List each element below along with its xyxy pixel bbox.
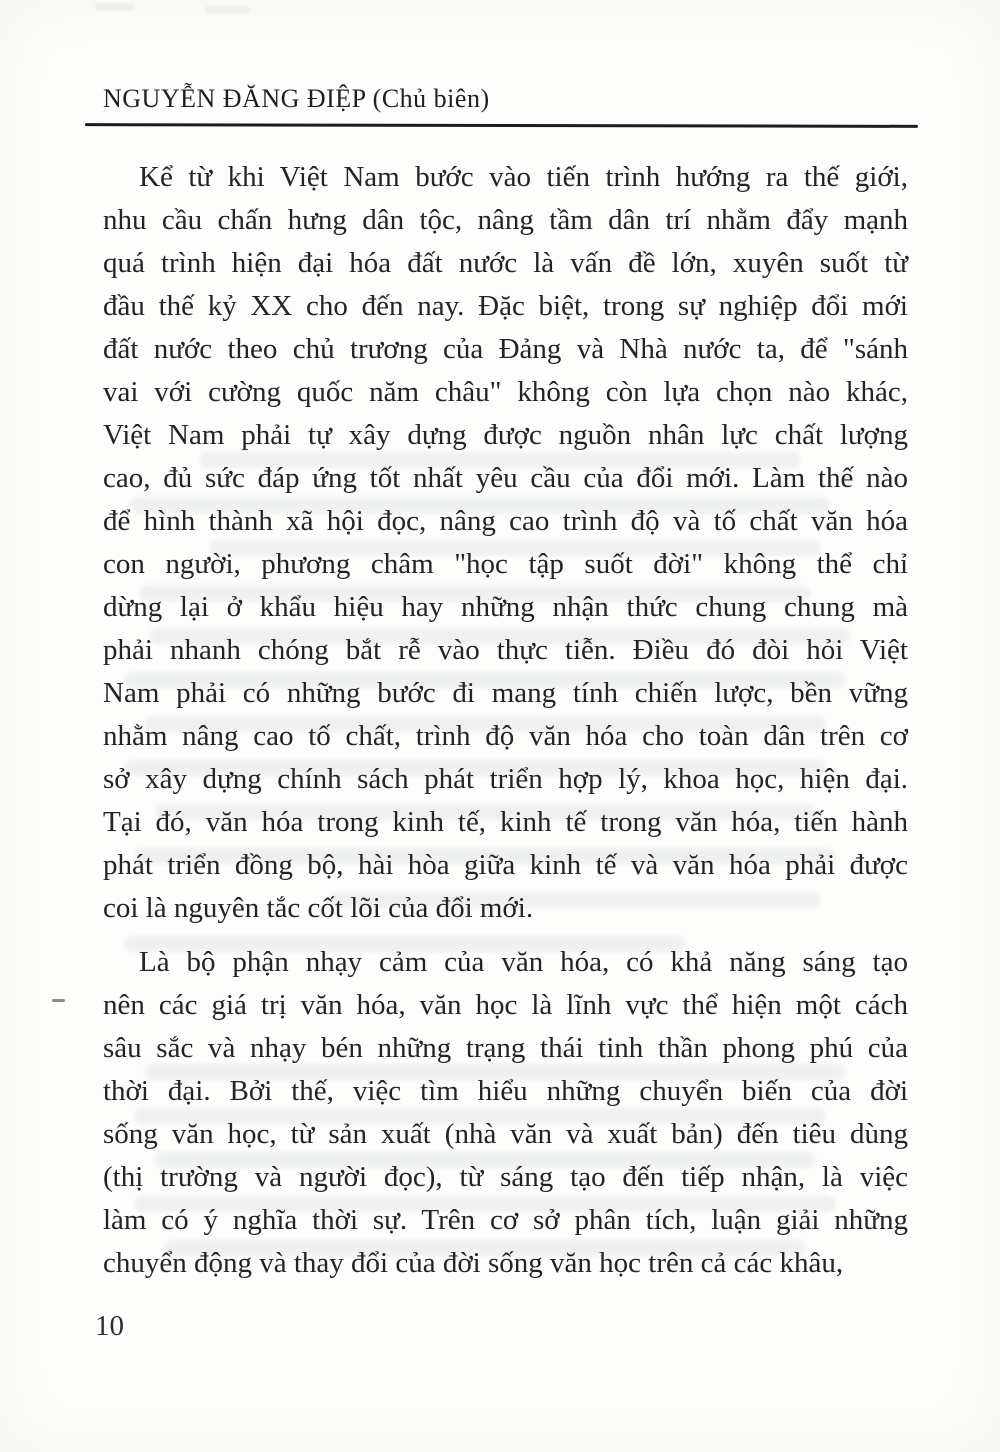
paragraph — [103, 941, 908, 1285]
text-line: dừng lại ở khẩu hiệu hay những nhận thức chung chung mà — [103, 591, 908, 623]
text-line: (thị trường và người đọc), từ sáng tạo đến tiếp nhận, là việc — [103, 1161, 908, 1193]
text-line: sâu sắc và nhạy bén những trạng thái tinh thần phong phú của — [103, 1032, 908, 1064]
text-line: Việt Nam phải tự xây dựng được nguồn nhân lực chất lượng — [103, 419, 908, 451]
text-line: cao, đủ sức đáp ứng tốt nhất yêu cầu của đổi mới. Làm thế nào — [103, 462, 908, 494]
paragraph — [103, 156, 908, 930]
text-line: nên các giá trị văn hóa, văn học là lĩnh vực thể hiện một cách — [103, 989, 908, 1021]
text-line: thời đại. Bởi thế, việc tìm hiểu những chuyển biến của đời — [103, 1075, 908, 1107]
text-line: phát triển đồng bộ, hài hòa giữa kinh tế và văn hóa phải được — [103, 849, 908, 881]
text-line: phải nhanh chóng bắt rễ vào thực tiễn. Điều đó đòi hỏi Việt — [103, 634, 908, 666]
scan-smudge-artifact — [95, 3, 135, 11]
header-rule-divider — [85, 123, 918, 128]
text-line: vai với cường quốc năm châu" không còn lựa chọn nào khác, — [103, 376, 908, 408]
text-line: làm có ý nghĩa thời sự. Trên cơ sở phân tích, luận giải những — [103, 1204, 908, 1236]
text-line: Nam phải có những bước đi mang tính chiến lược, bền vững — [103, 677, 908, 709]
text-line: sống văn học, từ sản xuất (nhà văn và xuất bản) đến tiêu dùng — [103, 1118, 908, 1150]
text-line: Là bộ phận nhạy cảm của văn hóa, có khả năng sáng tạo — [139, 946, 908, 978]
text-line: Tại đó, văn hóa trong kinh tế, kinh tế trong văn hóa, tiến hành — [103, 806, 908, 838]
body-text — [103, 156, 908, 1285]
text-line: đất nước theo chủ trương của Đảng và Nhà nước ta, để "sánh — [103, 333, 908, 365]
page-number: 10 — [95, 1310, 124, 1342]
text-line: để hình thành xã hội đọc, nâng cao trình độ và tố chất văn hóa — [103, 505, 908, 537]
text-line: quá trình hiện đại hóa đất nước là vấn đề lớn, xuyên suốt từ — [103, 247, 908, 279]
text-line: nhu cầu chấn hưng dân tộc, nâng tầm dân trí nhằm đẩy mạnh — [103, 204, 908, 236]
text-line: coi là nguyên tắc cốt lõi của đổi mới. — [103, 892, 534, 924]
text-line: sở xây dựng chính sách phát triển hợp lý, khoa học, hiện đại. — [103, 763, 908, 795]
running-header: NGUYỄN ĐĂNG ĐIỆP (Chủ biên) — [103, 84, 490, 113]
text-line: đầu thế kỷ XX cho đến nay. Đặc biệt, trong sự nghiệp đổi mới — [103, 290, 908, 322]
text-line: con người, phương châm "học tập suốt đời" không thể chỉ — [103, 548, 908, 580]
text-line: nhằm nâng cao tố chất, trình độ văn hóa cho toàn dân trên cơ — [103, 720, 908, 752]
text-line: Kể từ khi Việt Nam bước vào tiến trình hướng ra thế giới, — [139, 161, 908, 193]
margin-artifact-dash — [52, 999, 65, 1002]
scan-smudge-artifact — [205, 6, 250, 14]
text-line: chuyển động và thay đổi của đời sống văn học trên cả các khâu, — [103, 1247, 844, 1279]
